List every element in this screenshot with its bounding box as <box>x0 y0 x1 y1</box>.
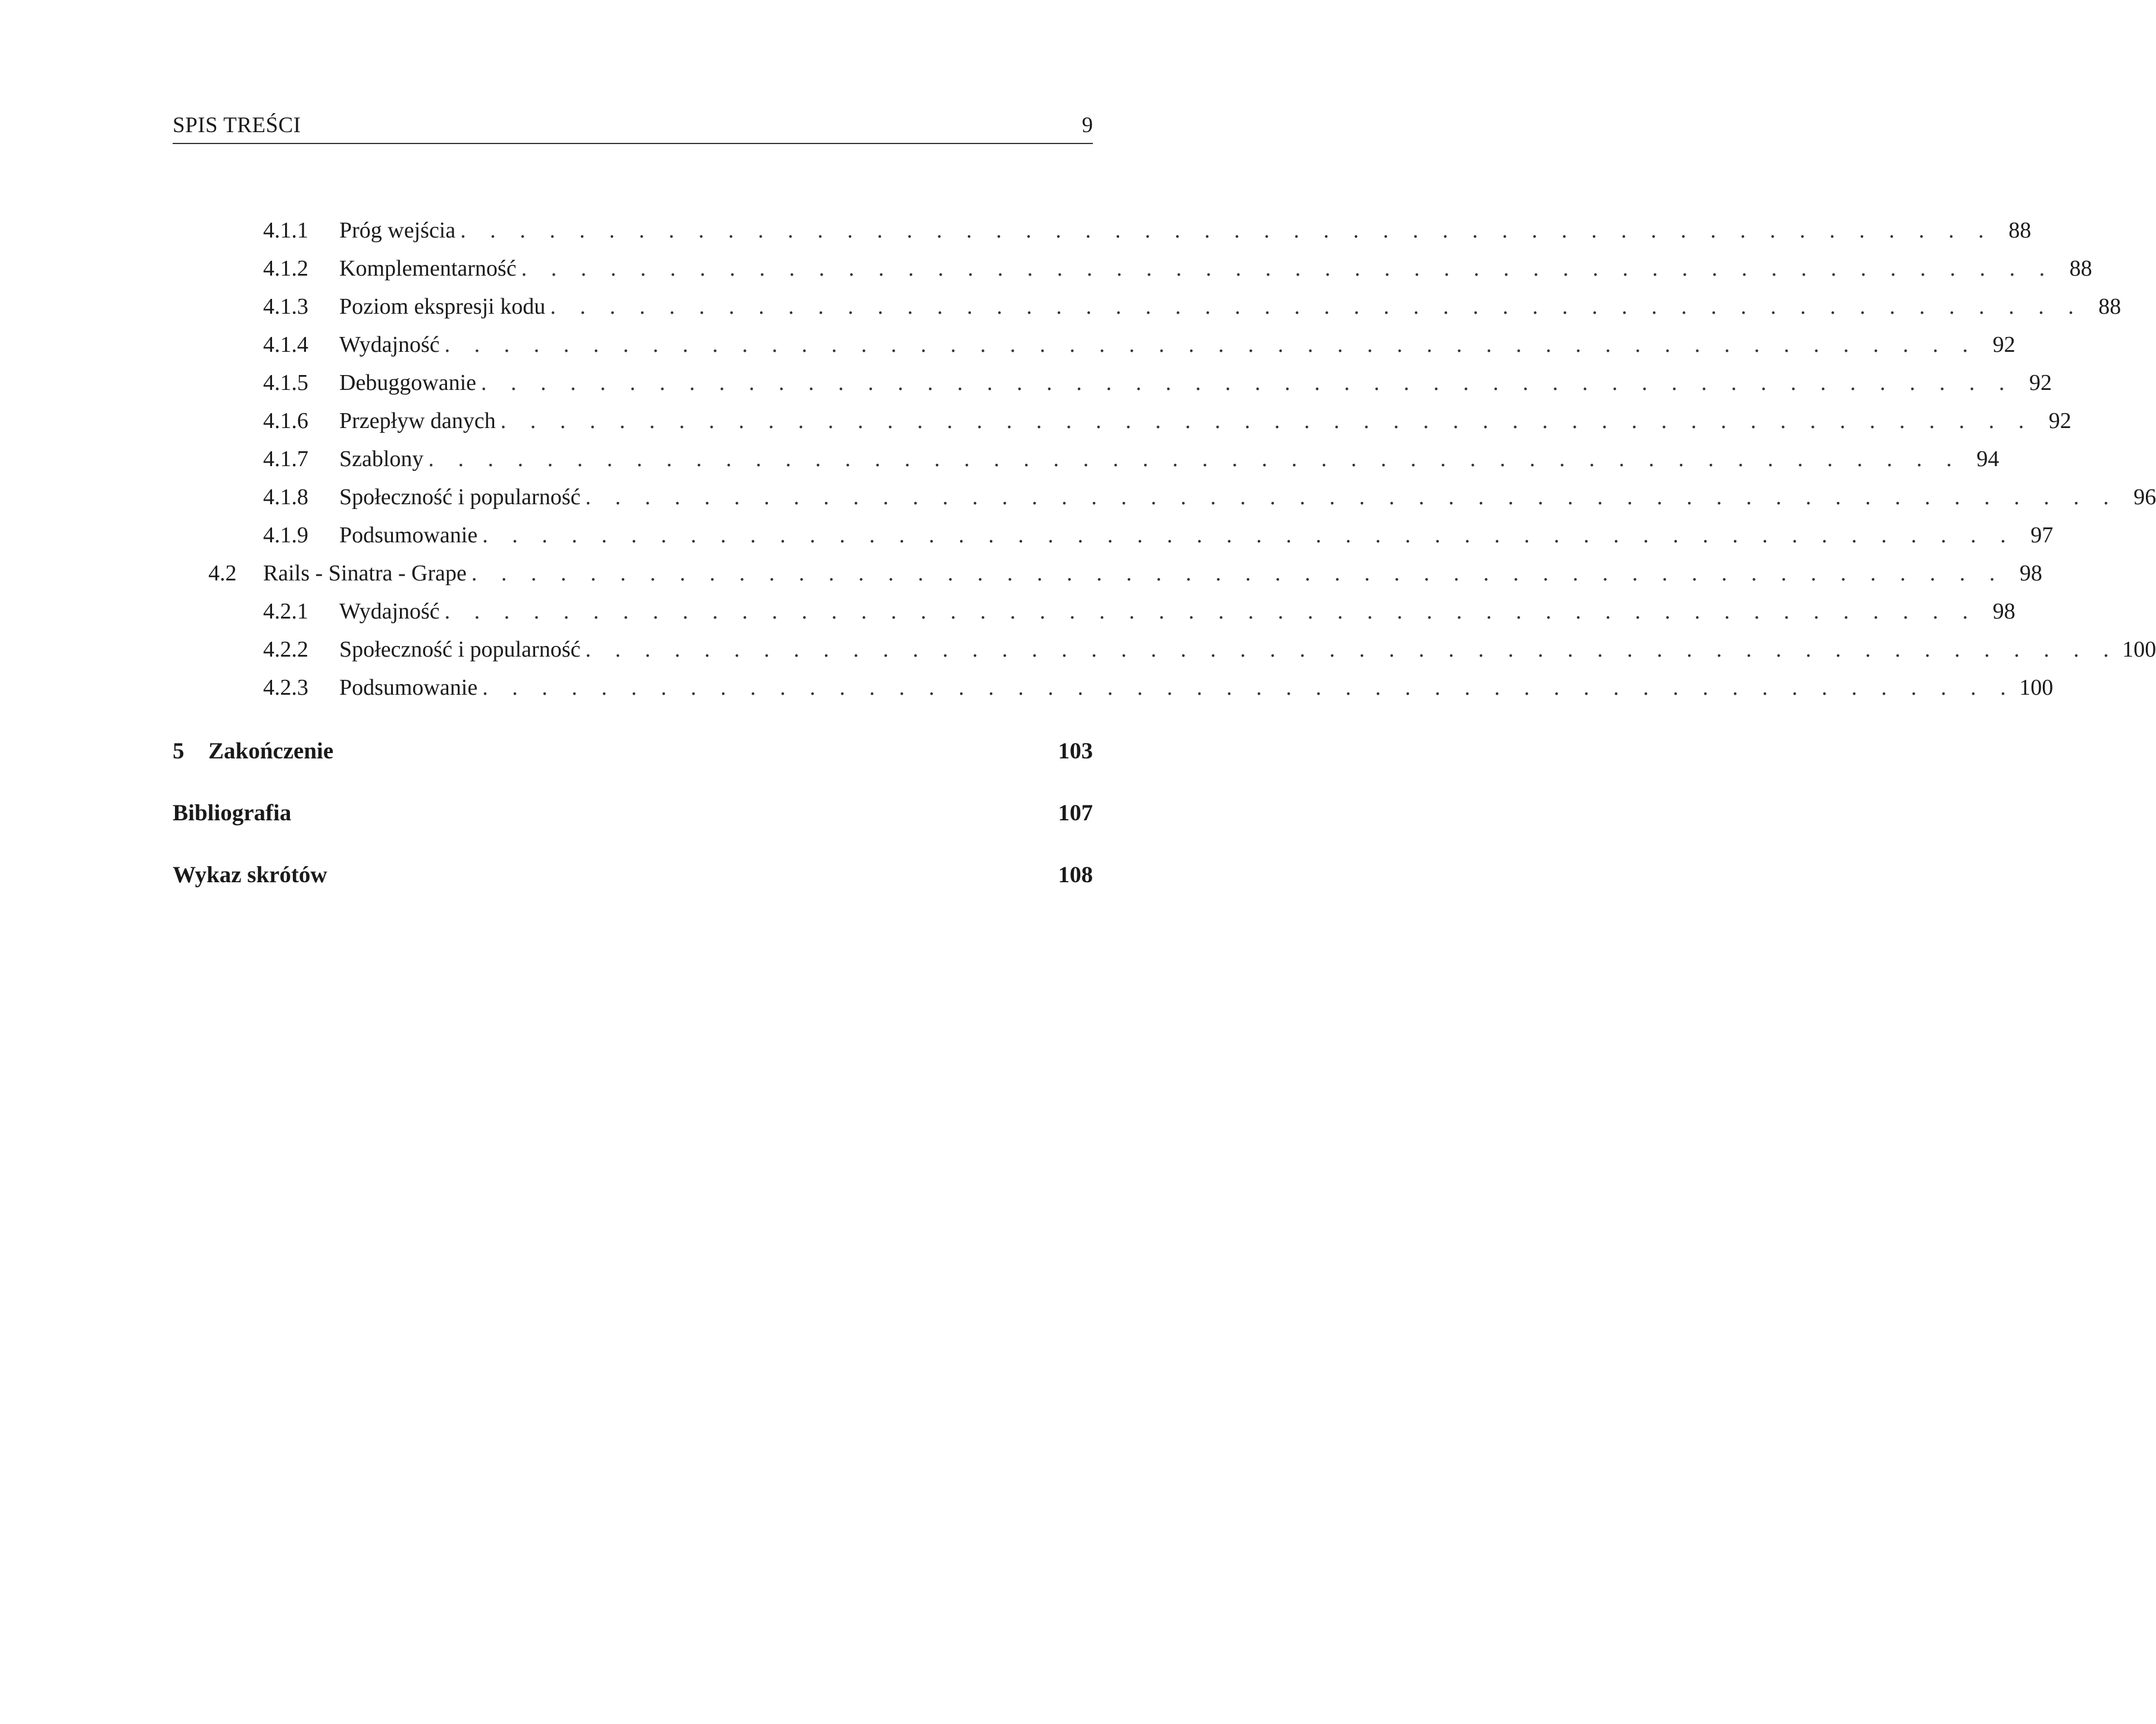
toc-entry-4-1-1[interactable] <box>173 211 2032 249</box>
entry-title: Społeczność i popularność <box>339 485 581 510</box>
running-header <box>173 113 1093 144</box>
toc-entry-4-1-5[interactable] <box>173 364 2052 402</box>
toc-entry-4-1-2[interactable] <box>173 249 2092 288</box>
entry-page: 92 <box>1992 332 2016 357</box>
entry-title: Wydajność <box>339 332 440 357</box>
entry-page: 92 <box>2029 370 2052 395</box>
leader-dots: . . . . . . . . . . . . . . . . . . . . . . . . . . . . . . . . . . . . . . . . . . . . . . . . . . . . <box>500 408 2033 433</box>
entry-page: 100 <box>2019 675 2054 700</box>
entry-title: Szablony <box>339 446 424 471</box>
entry-title: Podsumowanie <box>339 523 478 548</box>
entry-page: 94 <box>1976 446 1999 471</box>
leader-dots: . . . . . . . . . . . . . . . . . . . . . . . . . . . . . . . . . . . . . . . . . . . . . . . . . . . . <box>428 446 1961 471</box>
leader-dots: . . . . . . . . . . . . . . . . . . . . . . . . . . . . . . . . . . . . . . . . . . . . . . . . . . . . <box>444 332 1977 357</box>
toc-chapter-5[interactable] <box>173 720 1093 782</box>
entry-page: 88 <box>2098 294 2121 319</box>
entry-number: 4.1.9 <box>263 523 308 548</box>
chapter-page: 107 <box>1058 799 1093 826</box>
entry-number: 4.1.3 <box>263 294 308 319</box>
leader-dots: . . . . . . . . . . . . . . . . . . . . . . . . . . . . . . . . . . . . . . . . . . . . . . . . . . . . <box>444 599 1977 624</box>
entry-title: Przepływ danych <box>339 408 496 433</box>
entry-page: 92 <box>2048 408 2071 433</box>
header-page-number: 9 <box>1082 113 1093 138</box>
header-title: SPIS TREŚCI <box>173 113 301 138</box>
leader-dots: . . . . . . . . . . . . . . . . . . . . . . . . . . . . . . . . . . . . . . . . . . . . . . . . . . . . <box>481 370 2014 395</box>
chapter-number: 5 <box>173 738 185 764</box>
entry-page: 98 <box>1992 599 2016 624</box>
leader-dots: . . . . . . . . . . . . . . . . . . . . . . . . . . . . . . . . . . . . . . . . . . . . . . . . . . . . <box>471 561 2004 586</box>
entry-number: 4.1.5 <box>263 370 308 395</box>
toc-entry-4-1-3[interactable] <box>173 288 2121 326</box>
entry-page: 97 <box>2030 523 2054 548</box>
entry-number: 4.1.4 <box>263 332 308 357</box>
entry-number: 4.2 <box>208 561 237 586</box>
toc-chapter-bibliografia[interactable] <box>173 782 1093 844</box>
entry-title: Rails - Sinatra - Grape <box>263 561 467 586</box>
entry-title: Poziom ekspresji kodu <box>339 294 546 319</box>
toc-entry-4-2-3[interactable] <box>173 669 2054 707</box>
toc-chapter-wykaz-skrotow[interactable] <box>173 844 1093 905</box>
chapter-page: 108 <box>1058 861 1093 888</box>
leader-dots: . . . . . . . . . . . . . . . . . . . . . . . . . . . . . . . . . . . . . . . . . . . . . . . . . . . . <box>482 675 2016 700</box>
chapter-page: 103 <box>1058 738 1093 764</box>
entry-number: 4.1.7 <box>263 446 308 471</box>
entry-title: Społeczność i popularność <box>339 637 581 662</box>
entry-page: 96 <box>2133 485 2156 510</box>
entry-number: 4.2.3 <box>263 675 308 700</box>
toc-entry-4-1-8[interactable] <box>173 478 2156 516</box>
entry-number: 4.1.2 <box>263 256 308 281</box>
chapter-title: Bibliografia <box>173 799 292 826</box>
table-of-contents <box>173 211 2156 905</box>
leader-dots: . . . . . . . . . . . . . . . . . . . . . . . . . . . . . . . . . . . . . . . . . . . . . . . . . . . . <box>585 485 2118 510</box>
entry-title: Komplementarność <box>339 256 517 281</box>
leader-dots: . . . . . . . . . . . . . . . . . . . . . . . . . . . . . . . . . . . . . . . . . . . . . . . . . . . . <box>460 218 1993 243</box>
toc-entry-4-1-4[interactable] <box>173 326 2016 364</box>
entry-page: 100 <box>2122 637 2156 662</box>
leader-dots: . . . . . . . . . . . . . . . . . . . . . . . . . . . . . . . . . . . . . . . . . . . . . . . . . . . . <box>482 523 2016 548</box>
chapter-title: Zakończenie <box>208 738 334 764</box>
toc-entry-4-2-2[interactable] <box>173 630 2156 669</box>
entry-page: 88 <box>2069 256 2092 281</box>
entry-number: 4.1.8 <box>263 485 308 510</box>
entry-title: Debuggowanie <box>339 370 477 395</box>
toc-entry-4-1-9[interactable] <box>173 516 2054 554</box>
toc-entry-4-1-7[interactable] <box>173 440 1999 478</box>
entry-title: Próg wejścia <box>339 218 456 243</box>
entry-page: 88 <box>2008 218 2032 243</box>
entry-number: 4.2.1 <box>263 599 308 624</box>
chapter-title: Wykaz skrótów <box>173 861 327 888</box>
toc-entry-4-1-6[interactable] <box>173 402 2071 440</box>
toc-entry-4-2-1[interactable] <box>173 592 2016 630</box>
leader-dots: . . . . . . . . . . . . . . . . . . . . . . . . . . . . . . . . . . . . . . . . . . . . . . . . . . . . <box>521 256 2054 281</box>
entry-title: Podsumowanie <box>339 675 478 700</box>
entry-number: 4.2.2 <box>263 637 308 662</box>
leader-dots: . . . . . . . . . . . . . . . . . . . . . . . . . . . . . . . . . . . . . . . . . . . . . . . . . . . . <box>550 294 2083 319</box>
entry-page: 98 <box>2019 561 2042 586</box>
entry-number: 4.1.1 <box>263 218 308 243</box>
toc-entry-4-2[interactable] <box>173 554 2042 592</box>
leader-dots: . . . . . . . . . . . . . . . . . . . . . . . . . . . . . . . . . . . . . . . . . . . . . . . . . . . . <box>585 637 2118 662</box>
entry-number: 4.1.6 <box>263 408 308 433</box>
entry-title: Wydajność <box>339 599 440 624</box>
